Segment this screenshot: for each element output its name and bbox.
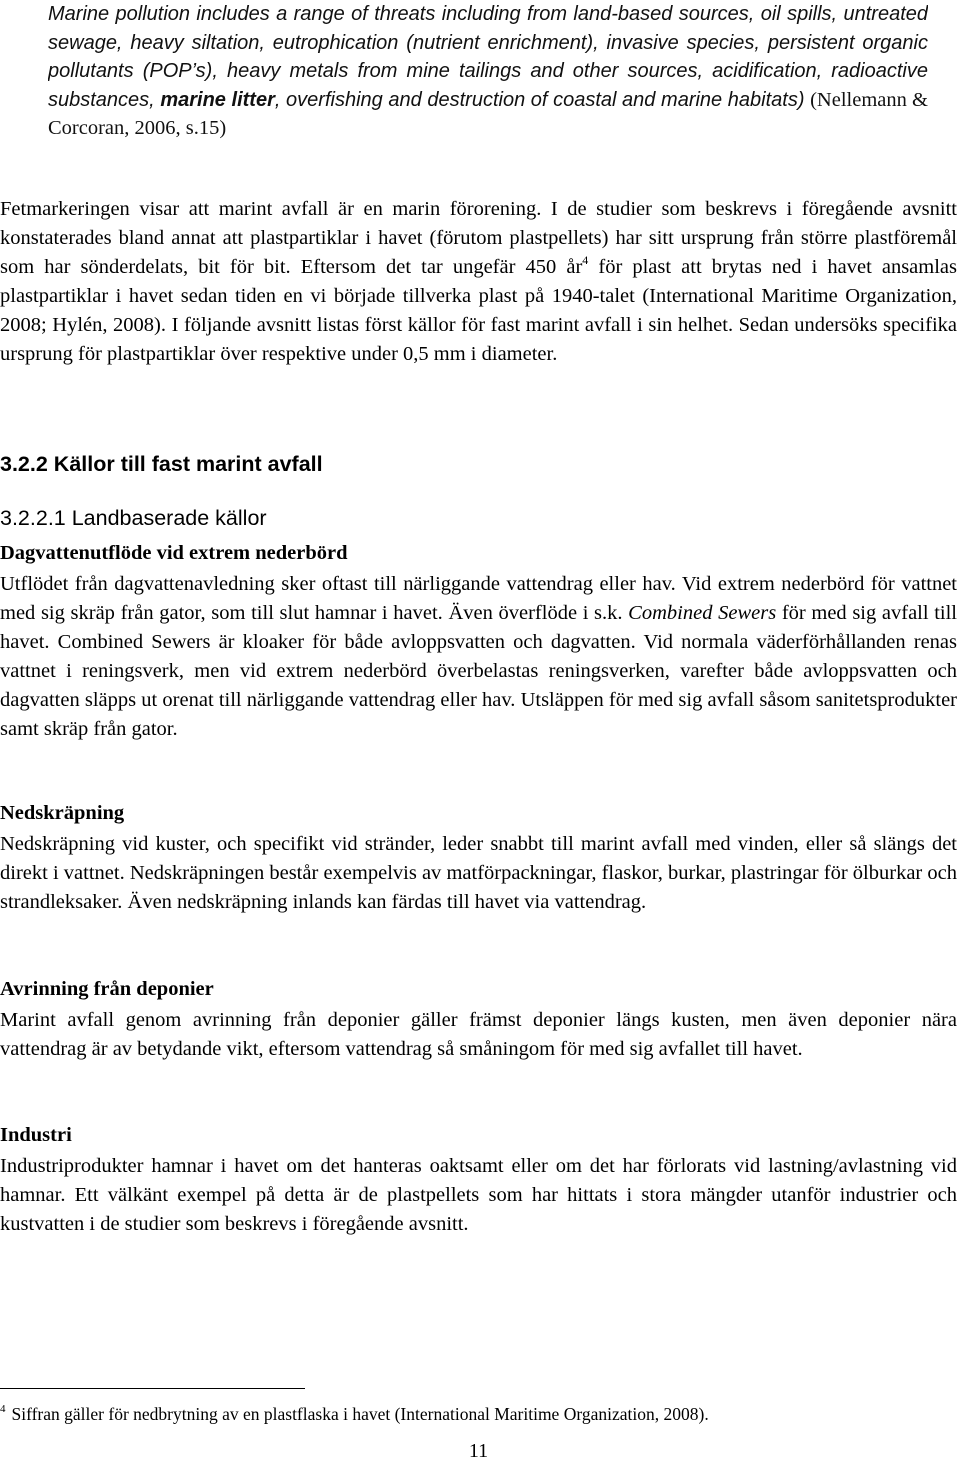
footnote bbox=[0, 1402, 709, 1426]
industry-paragraph: Industriprodukter hamnar i havet om det hanteras oaktsamt eller om det har förlorats vid lastning/avlastning vid hamnar. Ett välkänt exempel på detta är de plastpellets som har hittats i stora mängder utanför industrier och kustvatten i de studier som beskrevs i föregående avsnitt. bbox=[0, 1155, 957, 1235]
subsection-heading: 3.2.2.1 Landbaserade källor bbox=[0, 506, 267, 530]
stormwater-text-part2: för med sig avfall till havet. Combined Sewers är kloaker för både avloppsvatten och dagvatten. Vid normala väderförhållanden renas vattnet i reningsverk, men vid extrem nederbörd överbelastas reningsverken, varefter både avloppsvatten och dagvatten släpps ut orenat till närliggande vattendrag eller hav. Utsläppen för med sig avfall såsom sanitetsprodukter samt skräp från gator. bbox=[0, 602, 957, 740]
intro-text-part1: Fetmarkeringen visar att marint avfall är en marin förorening. I de studier som beskrevs i föregående avsnitt konstaterades bland annat att plastpartiklar i havet (förutom plastpellets) har sitt ursprung från större plastföremål som har sönderdelats, bit för bit. Eftersom det tar ungefär 450 år bbox=[0, 198, 957, 278]
page-number: 11 bbox=[468, 1440, 489, 1462]
littering-paragraph: Nedskräpning vid kuster, och specifikt vid stränder, leder snabbt till marint avfall med vinden, eller så slängs det direkt i vattnet. Nedskräpningen består exempelvis av matförpackningar, flaskor, burkar, plastringar för ölburkar och strandleksaker. Även nedskräpning inlands kan färdas till havet via vattendrag. bbox=[0, 833, 957, 913]
footnote-text: Siffran gäller för nedbrytning av en plastflaska i havet (International Maritime Organization, 2008). bbox=[11, 1404, 709, 1424]
quote-bold-term: marine litter bbox=[160, 88, 275, 111]
intro-text-part2: för plast att brytas ned i havet ansamlas plastpartiklar i havet sedan tiden en vi började tillverka plast på 1940-talet (International Maritime Organization, 2008; Hylén, 2008). I följande avsnitt listas först källor för fast marint avfall i sin helhet. Sedan undersöks specifika ursprung för plastpartiklar över respektive under 0,5 mm i diameter. bbox=[0, 256, 957, 365]
footnote-mark: 4 bbox=[0, 1403, 6, 1415]
littering-heading: Nedskräpning bbox=[0, 802, 125, 824]
block-quote bbox=[48, 0, 928, 143]
section-heading: 3.2.2 Källor till fast marint avfall bbox=[0, 452, 323, 476]
quote-citation: (Nellemann & Corcoran, 2006, s.15) bbox=[48, 88, 928, 139]
block-quote-container bbox=[48, 0, 928, 150]
landfills-heading: Avrinning från deponier bbox=[0, 978, 214, 1000]
stormwater-italic-term: Combined Sewers bbox=[628, 602, 777, 624]
footnote-divider bbox=[0, 1388, 305, 1389]
stormwater-text-part1: Utflödet från dagvattenavledning sker oftast till närliggande vattendrag eller hav. Vid extrem nederbörd för vattnet med sig skräp från gator, som till slut hamnar i havet. Även överflöde i s.k. bbox=[0, 573, 957, 624]
intro-paragraph bbox=[0, 195, 957, 369]
stormwater-heading: Dagvattenutflöde vid extrem nederbörd bbox=[0, 542, 348, 564]
footnote-reference[interactable]: 4 bbox=[582, 253, 589, 267]
quote-text-part1: Marine pollution includes a range of threats including from land-based sources, oil spills, untreated sewage, heavy siltation, eutrophication (nutrient enrichment), invasive species, persistent organic pollutants (POP’s), heavy metals from mine tailings and other sources, acidification, radioactive substances, bbox=[48, 3, 928, 111]
quote-text-part2: , overfishing and destruction of coastal and marine habitats) bbox=[274, 88, 805, 111]
industry-heading: Industri bbox=[0, 1124, 72, 1146]
landfills-paragraph: Marint avfall genom avrinning från deponier gäller främst deponier längs kusten, men även deponier nära vattendrag är av betydande vikt, eftersom vattendrag så småningom för med sig avfallet till havet. bbox=[0, 1009, 957, 1060]
stormwater-paragraph bbox=[0, 570, 957, 744]
